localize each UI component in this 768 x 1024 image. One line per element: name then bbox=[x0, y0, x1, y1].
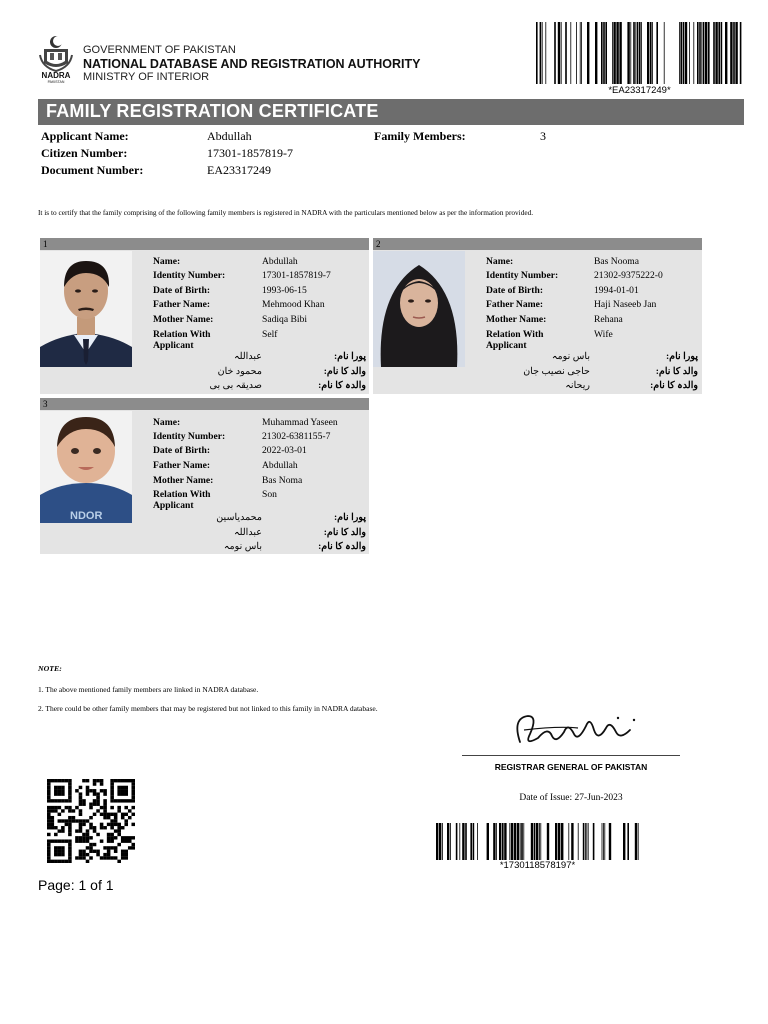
member-2-urdu-name-label: پورا نام: bbox=[665, 351, 698, 362]
member-3-mother-label: Mother Name: bbox=[153, 475, 214, 486]
member-3-urdu-father-label: والد کا نام: bbox=[323, 527, 366, 538]
document-number-value: EA23317249 bbox=[207, 163, 271, 177]
relation-label-line1: Relation With bbox=[153, 489, 211, 500]
member-3-identity: 21302-6381155-7 bbox=[262, 431, 331, 442]
member-1-header bbox=[40, 238, 369, 250]
member-1-mother-label: Mother Name: bbox=[153, 314, 214, 325]
member-1-father: Mehmood Khan bbox=[262, 299, 325, 310]
member-1-urdu-father: محمود خان bbox=[217, 366, 262, 377]
citizen-number-label: Citizen Number: bbox=[41, 146, 128, 160]
member-1-mother: Sadiqa Bibi bbox=[262, 314, 308, 325]
svg-text:NDOR: NDOR bbox=[70, 510, 103, 522]
member-2-name-label: Name: bbox=[486, 256, 514, 267]
relation-label-line2: Applicant bbox=[486, 340, 527, 351]
page-number: Page: 1 of 1 bbox=[38, 877, 114, 893]
member-3-index: 3 bbox=[43, 399, 48, 409]
certificate-title: FAMILY REGISTRATION CERTIFICATE bbox=[46, 101, 379, 121]
member-2-identity: 21302-9375222-0 bbox=[594, 270, 663, 281]
member-3-header bbox=[40, 398, 369, 410]
member-2-index: 2 bbox=[376, 239, 381, 249]
member-3-father: Abdullah bbox=[262, 460, 298, 471]
member-1-urdu-mother-label: والدہ کا نام: bbox=[318, 380, 366, 391]
member-2-father-label: Father Name: bbox=[486, 299, 544, 310]
note-1: 1. The above mentioned family members are linked in NADRA database. bbox=[38, 685, 259, 694]
member-3-dob: 2022-03-01 bbox=[262, 445, 307, 456]
member-1-urdu-mother: صدیقہ بی بی bbox=[209, 380, 262, 391]
member-2-urdu-father: حاجی نصیب جان bbox=[523, 366, 590, 377]
bottom-barcode bbox=[436, 823, 639, 860]
registrar-title: REGISTRAR GENERAL OF PAKISTAN bbox=[494, 762, 648, 772]
nadra-logo-text: NADRA bbox=[41, 71, 71, 80]
member-1-name: Abdullah bbox=[262, 256, 298, 267]
member-2-father: Haji Naseeb Jan bbox=[594, 299, 657, 310]
nadra-emblem-icon bbox=[38, 33, 74, 83]
document-barcode-text: *EA23317249* bbox=[608, 85, 671, 96]
member-3-identity-label: Identity Number: bbox=[153, 431, 226, 442]
member-1-relation: Self bbox=[262, 329, 278, 340]
ministry-title: MINISTRY OF INTERIOR bbox=[83, 71, 210, 83]
member-1-dob-label: Date of Birth: bbox=[153, 285, 211, 296]
certification-statement: It is to certify that the family comprising of the following family members is registered in NADRA with the particulars mentioned below as per the information provided. bbox=[38, 208, 534, 217]
member-1-identity-label: Identity Number: bbox=[153, 270, 226, 281]
relation-label-line1: Relation With bbox=[153, 329, 211, 340]
member-3-urdu-name-label: پورا نام: bbox=[333, 512, 366, 523]
member-3-dob-label: Date of Birth: bbox=[153, 445, 211, 456]
registrar-signature bbox=[508, 708, 648, 752]
family-members-value: 3 bbox=[540, 129, 546, 143]
member-2-urdu-mother: ریحانہ bbox=[565, 380, 590, 391]
bottom-barcode-text: *1730118578197* bbox=[499, 860, 576, 871]
member-1-photo bbox=[40, 251, 132, 367]
signature-line bbox=[462, 755, 680, 756]
member-2-urdu-mother-label: والدہ کا نام: bbox=[650, 380, 698, 391]
member-1-father-label: Father Name: bbox=[153, 299, 211, 310]
relation-label-line1: Relation With bbox=[486, 329, 544, 340]
member-2-header bbox=[373, 238, 702, 250]
family-members-label: Family Members: bbox=[374, 129, 466, 143]
document-number-label: Document Number: bbox=[41, 163, 144, 177]
member-2-dob-label: Date of Birth: bbox=[486, 285, 544, 296]
nadra-logo-subtext: PAKISTAN bbox=[47, 80, 65, 83]
member-1-urdu-name-label: پورا نام: bbox=[333, 351, 366, 362]
applicant-name-value: Abdullah bbox=[207, 129, 252, 143]
member-2-dob: 1994-01-01 bbox=[594, 285, 639, 296]
note-title: NOTE: bbox=[38, 664, 62, 673]
authority-title: NATIONAL DATABASE AND REGISTRATION AUTHORITY bbox=[83, 57, 421, 71]
document-barcode bbox=[536, 22, 743, 84]
member-3-name-label: Name: bbox=[153, 417, 181, 428]
member-3-relation-label bbox=[153, 489, 210, 511]
member-3-urdu-father: عبداللہ bbox=[233, 527, 262, 538]
member-2-urdu-name: باس نومہ bbox=[551, 351, 590, 362]
member-1-relation-label bbox=[153, 329, 210, 351]
member-1-name-label: Name: bbox=[153, 256, 181, 267]
member-2-urdu-father-label: والد کا نام: bbox=[655, 366, 698, 377]
member-2-identity-label: Identity Number: bbox=[486, 270, 559, 281]
member-2-mother-label: Mother Name: bbox=[486, 314, 547, 325]
member-1-identity: 17301-1857819-7 bbox=[262, 270, 331, 281]
applicant-name-label: Applicant Name: bbox=[41, 129, 129, 143]
relation-label-line2: Applicant bbox=[153, 500, 194, 511]
member-1-urdu-name: عبداللہ bbox=[233, 351, 262, 362]
member-1-urdu-father-label: والد کا نام: bbox=[323, 366, 366, 377]
member-3-name: Muhammad Yaseen bbox=[262, 417, 338, 428]
government-title: GOVERNMENT OF PAKISTAN bbox=[83, 44, 236, 56]
member-1-dob: 1993-06-15 bbox=[262, 285, 307, 296]
member-3-urdu-mother: باس نومہ bbox=[223, 541, 262, 552]
note-2: 2. There could be other family members that may be registered but not linked to this family in NADRA database. bbox=[38, 704, 378, 713]
relation-label-line2: Applicant bbox=[153, 340, 194, 351]
member-2-mother: Rehana bbox=[594, 314, 623, 325]
member-3-mother: Bas Noma bbox=[262, 475, 303, 486]
member-2-relation-label bbox=[486, 329, 543, 351]
citizen-number-value: 17301-1857819-7 bbox=[207, 146, 293, 160]
member-3-relation: Son bbox=[262, 489, 277, 500]
member-2-photo bbox=[373, 251, 465, 367]
member-1-index: 1 bbox=[43, 239, 48, 249]
qr-code bbox=[47, 779, 135, 863]
member-3-urdu-name: محمدیاسین bbox=[216, 512, 262, 523]
issue-date: Date of Issue: 27-Jun-2023 bbox=[519, 793, 623, 803]
member-2-relation: Wife bbox=[594, 329, 613, 340]
member-3-photo bbox=[40, 411, 132, 523]
member-2-name: Bas Nooma bbox=[594, 256, 640, 267]
member-3-urdu-mother-label: والدہ کا نام: bbox=[318, 541, 366, 552]
member-3-father-label: Father Name: bbox=[153, 460, 211, 471]
